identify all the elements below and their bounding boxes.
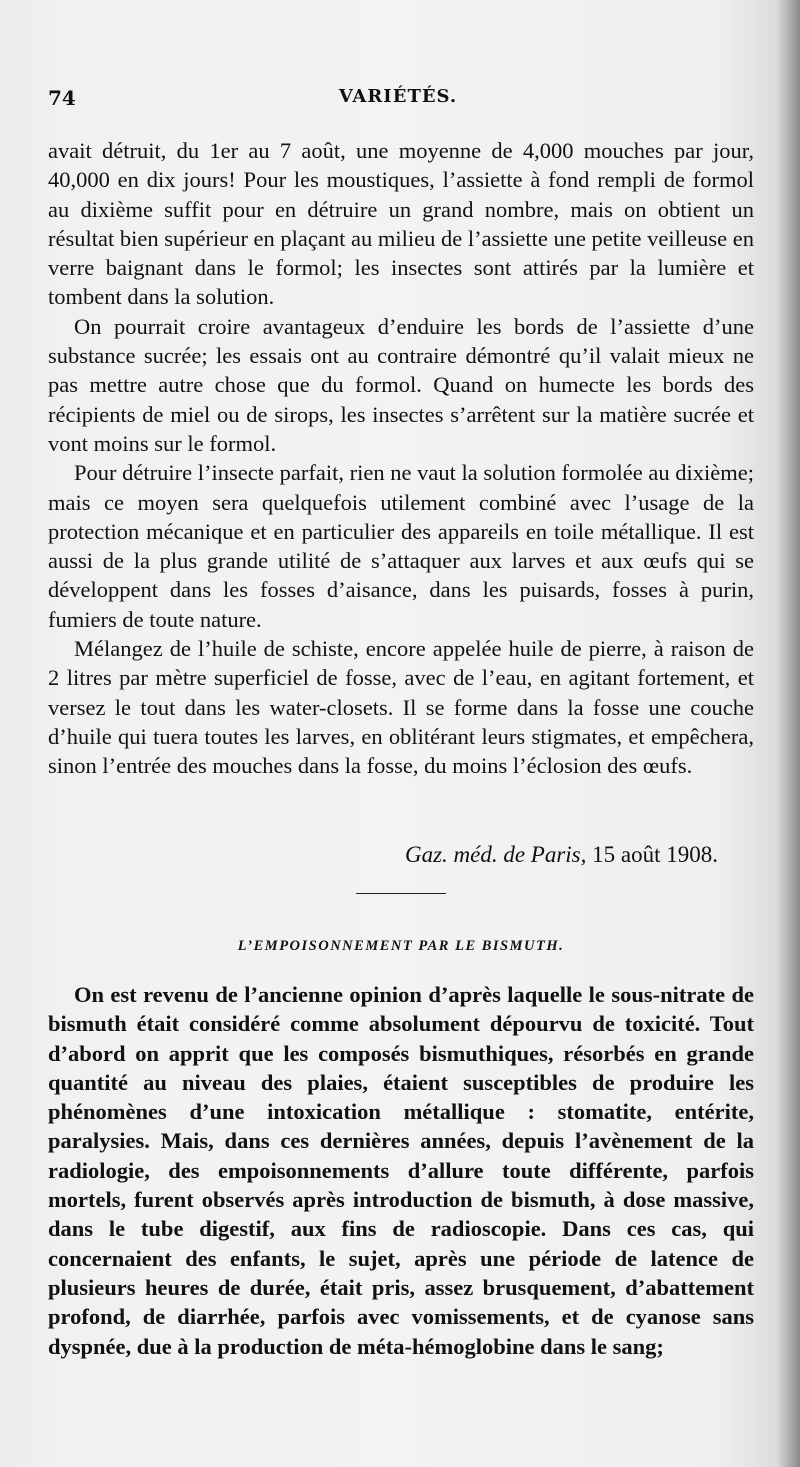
section-heading: L’EMPOISONNEMENT PAR LE BISMUTH. <box>237 938 565 954</box>
paragraph: avait détruit, du 1er au 7 août, une moyenne de 4,000 mouches par jour, 40,000 en dix jours! Pour les moustiques, l’assiette à fond rempli de formol au dixième suffit pour en détruire un grand nombre, mais on obtient un résultat bien supérieur en plaçant au milieu de l’assiette une petite veilleuse en verre baignant dans le formol; les insectes sont attirés par la lumière et tombent dans la solution. <box>48 138 754 310</box>
source-citation <box>405 842 718 868</box>
running-head: VARIÉTÉS. <box>338 86 458 107</box>
paragraph: On est revenu de l’ancienne opinion d’après laquelle le sous-nitrate de bismuth était considéré comme absolument dépourvu de toxicité. Tout d’abord on apprit que les composés bismuthiques, résorbés en grande quantité au niveau des plaies, étaient susceptibles de produire les phénomènes d’une intoxication métallique : stomatite, entérite, paralysies. Mais, dans ces dernières années, depuis l’avènement de la radiologie, des empoisonnements d’allure toute différente, parfois mortels, furent observés après introduction de bismuth, à dose massive, dans le tube digestif, aux fins de radioscopie. Dans ces cas, qui concernaient des enfants, le sujet, après une période de latence de plusieurs heures de durée, était pris, assez brusquement, d’abattement profond, de diarrhée, parfois avec vomissements, et de cyanose sans dyspnée, due à la production de méta-hémoglobine dans le sang; <box>48 982 754 1359</box>
paragraph: Pour détruire l’insecte parfait, rien ne vaut la solution formolée au dixième; mais ce moyen sera quelquefois utilement combiné avec l’usage de la protection mécanique et en particulier des appareils en toile métallique. Il est aussi de la plus grande utilité de s’attaquer aux larves et aux œufs qui se développent dans les fosses d’aisance, dans les puisards, fosses à purin, fumiers de toute nature. <box>48 460 754 632</box>
paragraph: Mélangez de l’huile de schiste, encore appelée huile de pierre, à raison de 2 litres par mètre superficiel de fosse, avec de l’eau, en agitant fortement, et versez le tout dans les water-closets. Il se forme dans la fosse une couche d’huile qui tuera toutes les larves, en oblitérant leurs stigmates, et empêchera, sinon l’entrée des mouches dans la fosse, du moins l’éclosion des œufs. <box>48 636 754 779</box>
citation-journal: Gaz. méd. de Paris, <box>404 842 587 867</box>
bismuth-article-text <box>48 980 754 1361</box>
page-gutter-shadow <box>776 0 800 1467</box>
paragraph: On pourrait croire avantageux d’enduire les bords de l’assiette d’une substance sucrée; les essais ont au contraire démontré qu’il valait mieux ne pas mettre autre chose que du formol. Quand on humecte les bords des récipients de miel ou de sirops, les insectes s’arrêtent sur la matière sucrée et vont moins sur le formol. <box>48 313 754 456</box>
section-divider <box>356 893 446 894</box>
citation-date: 15 août 1908. <box>592 842 718 867</box>
page-number: 74 <box>48 86 76 110</box>
article-continued-text <box>48 136 754 781</box>
page-header <box>48 86 748 116</box>
